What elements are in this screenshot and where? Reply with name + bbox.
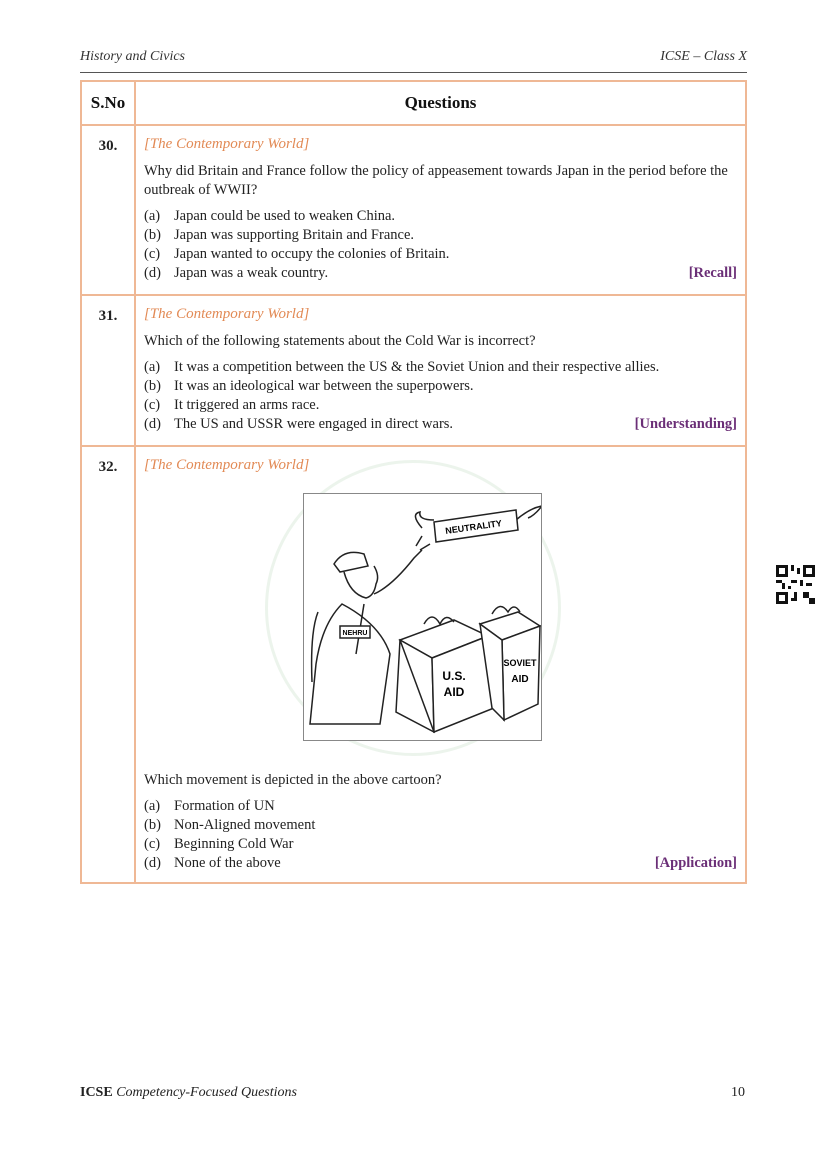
option-label: (d) bbox=[144, 855, 161, 871]
question-row bbox=[81, 125, 746, 295]
option-text: Japan could be used to weaken China. bbox=[174, 208, 396, 224]
option-item bbox=[144, 264, 737, 283]
question-stem: Which of the following statements about the Cold War is incorrect? bbox=[144, 333, 536, 349]
option-item bbox=[144, 835, 737, 854]
options-list bbox=[144, 358, 737, 434]
option-label: (c) bbox=[144, 246, 161, 262]
option-label: (a) bbox=[144, 208, 161, 224]
option-text: Japan was a weak country. bbox=[174, 265, 329, 281]
footer-subtitle: Competency-Focused Questions bbox=[116, 1085, 297, 1100]
col-header-sno: S.No bbox=[81, 81, 135, 125]
cartoon-drawing bbox=[304, 494, 541, 740]
option-item bbox=[144, 226, 737, 245]
option-label: (a) bbox=[144, 359, 161, 375]
col-header-questions: Questions bbox=[135, 81, 746, 125]
option-item bbox=[144, 415, 737, 434]
question-number: 31. bbox=[81, 295, 135, 446]
option-label: (c) bbox=[144, 397, 161, 413]
questions-table bbox=[80, 80, 747, 884]
question-body bbox=[135, 125, 746, 295]
options-list bbox=[144, 207, 737, 283]
footer-brand: ICSE bbox=[80, 1085, 113, 1100]
option-item bbox=[144, 358, 737, 377]
option-text: It triggered an arms race. bbox=[174, 397, 320, 413]
option-item bbox=[144, 396, 737, 415]
option-text: Japan was supporting Britain and France. bbox=[174, 227, 415, 243]
political-cartoon bbox=[303, 493, 542, 741]
question-topic: [The Contemporary World] bbox=[144, 457, 310, 473]
header-subject: History and Civics bbox=[80, 49, 185, 64]
question-number: 32. bbox=[81, 446, 135, 883]
option-label: (b) bbox=[144, 378, 161, 394]
question-row bbox=[81, 446, 746, 883]
cognitive-level-tag: [Understanding] bbox=[634, 416, 737, 432]
box2-line1: SOVIET bbox=[503, 658, 537, 668]
table-header-row bbox=[81, 81, 746, 125]
option-item bbox=[144, 245, 737, 264]
option-text: Formation of UN bbox=[174, 798, 275, 814]
cognitive-level-tag: [Recall] bbox=[688, 265, 737, 281]
question-row bbox=[81, 295, 746, 446]
option-label: (d) bbox=[144, 416, 161, 432]
option-item bbox=[144, 854, 737, 873]
option-label: (d) bbox=[144, 265, 161, 281]
option-text: Non-Aligned movement bbox=[174, 817, 316, 833]
box2-line2: AID bbox=[511, 674, 529, 685]
question-stem: Which movement is depicted in the above cartoon? bbox=[144, 772, 442, 788]
badge-text: NEHRU bbox=[342, 630, 368, 637]
option-label: (a) bbox=[144, 798, 161, 814]
question-topic: [The Contemporary World] bbox=[144, 306, 310, 322]
option-label: (c) bbox=[144, 836, 161, 852]
cognitive-level-tag: [Application] bbox=[654, 855, 737, 871]
option-item bbox=[144, 816, 737, 835]
options-list bbox=[144, 797, 737, 873]
option-item bbox=[144, 377, 737, 396]
option-item bbox=[144, 207, 737, 226]
option-label: (b) bbox=[144, 227, 161, 243]
question-stem: Why did Britain and France follow the policy of appeasement towards Japan in the period before the outbreak of WWII? bbox=[144, 163, 728, 198]
header-class: ICSE – Class X bbox=[660, 49, 747, 64]
header-rule bbox=[80, 72, 747, 73]
option-text: It was a competition between the US & the Soviet Union and their respective allies. bbox=[174, 359, 660, 375]
question-topic: [The Contemporary World] bbox=[144, 136, 310, 152]
question-body bbox=[135, 295, 746, 446]
box1-line2: AID bbox=[443, 685, 465, 699]
banner-text: NEUTRALITY bbox=[444, 518, 503, 536]
option-item bbox=[144, 797, 737, 816]
option-text: Japan wanted to occupy the colonies of Britain. bbox=[174, 246, 450, 262]
option-text: The US and USSR were engaged in direct wars. bbox=[174, 416, 454, 432]
option-label: (b) bbox=[144, 817, 161, 833]
option-text: None of the above bbox=[174, 855, 281, 871]
page-number: 10 bbox=[731, 1085, 745, 1100]
option-text: It was an ideological war between the superpowers. bbox=[174, 378, 474, 394]
question-number: 30. bbox=[81, 125, 135, 295]
question-body bbox=[135, 446, 746, 883]
option-text: Beginning Cold War bbox=[174, 836, 294, 852]
footer-title bbox=[80, 1085, 297, 1101]
box1-line1: U.S. bbox=[442, 669, 466, 683]
qr-code-icon[interactable] bbox=[776, 565, 815, 604]
